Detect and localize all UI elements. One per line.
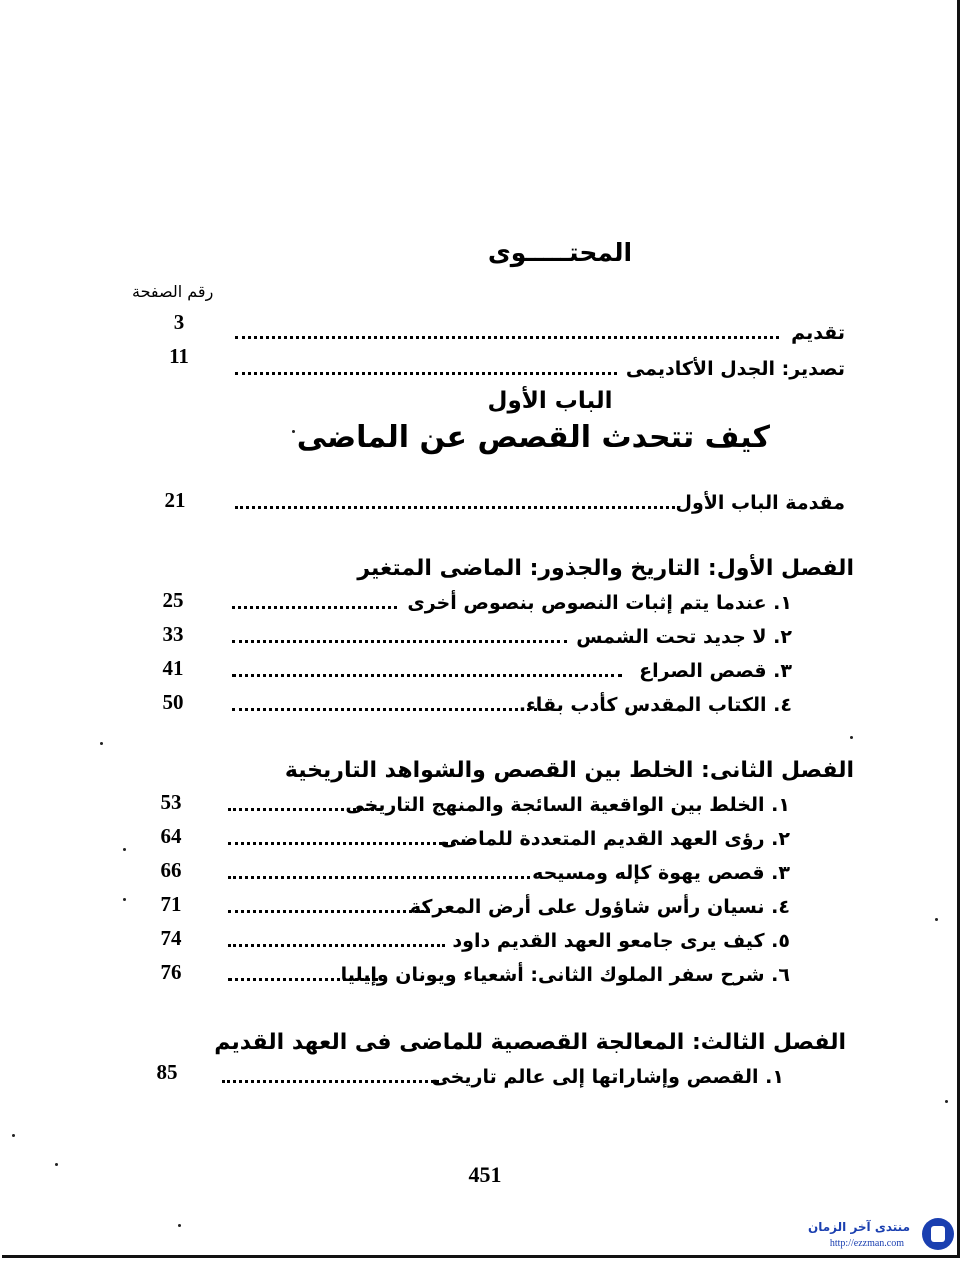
scan-speck: [935, 918, 938, 921]
entry-label: ٢. رؤى العهد القديم المتعددة للماضى: [440, 828, 790, 850]
entry-page: 71: [160, 892, 182, 916]
chapter-title: الفصل الأول: التاريخ والجذور: الماضى المتغير: [357, 556, 854, 581]
toc-entry[interactable]: [228, 964, 790, 998]
scan-speck: [292, 430, 295, 433]
leader-dots: [228, 876, 530, 879]
entry-page: 85: [156, 1060, 178, 1084]
entry-page: 76: [160, 960, 182, 984]
watermark-name: منتدى آخر الزمان: [808, 1220, 910, 1234]
toc-entry[interactable]: [228, 930, 790, 964]
scan-speck: [123, 898, 126, 901]
entry-label: ٤. نسيان رأس شاؤول على أرض المعركة: [409, 896, 790, 918]
leader-dots: [235, 336, 779, 339]
entry-page: 53: [160, 790, 182, 814]
entry-label: ١. الخلط بين الواقعية السائجة والمنهج التاريخى: [345, 794, 790, 816]
entry-page: 25: [162, 588, 184, 612]
toc-title: المحتـــــوى: [487, 238, 633, 267]
leader-dots: [228, 910, 430, 913]
entry-label: تصدير: الجدل الأكاديمى: [625, 358, 845, 380]
scan-speck: [945, 1100, 948, 1103]
scan-speck: [850, 736, 853, 739]
scan-speck: [55, 1163, 58, 1166]
chapter-title: الفصل الثانى: الخلط بين القصص والشواهد التاريخية: [284, 758, 854, 783]
entry-page: 3: [173, 310, 185, 334]
entry-page: 50: [162, 690, 184, 714]
page-number: 451: [468, 1162, 502, 1187]
entry-label: ١. القصص وإشاراتها إلى عالم تاريخى: [431, 1066, 784, 1088]
entry-label: تقديم: [791, 322, 845, 344]
leader-dots: [232, 708, 537, 711]
scan-speck: [123, 848, 126, 851]
entry-page: 64: [160, 824, 182, 848]
forum-logo-icon: [922, 1218, 954, 1250]
page-column-header: رقم الصفحة: [132, 282, 214, 301]
leader-dots: [228, 944, 445, 947]
entry-label: ٦. شرح سفر الملوك الثانى: أشعياء ويونان وإيليا: [340, 964, 790, 986]
entry-page: 74: [160, 926, 182, 950]
scan-speck: [100, 742, 103, 745]
entry-label: ٣. قصص يهوة كإله ومسيحه: [532, 862, 790, 884]
toc-entry[interactable]: [232, 592, 792, 626]
entry-label: ٣. قصص الصراع: [639, 660, 792, 682]
entry-label: ١. عندما يتم إثبات النصوص بنصوص أخرى: [407, 592, 792, 614]
entry-label: مقدمة الباب الأول: [675, 492, 845, 514]
part-label: الباب الأول: [487, 388, 613, 414]
toc-entry[interactable]: [228, 828, 790, 862]
leader-dots: [232, 640, 567, 643]
site-watermark[interactable]: [770, 1216, 960, 1256]
entry-page: 66: [160, 858, 182, 882]
leader-dots: [222, 1080, 439, 1083]
toc-entry[interactable]: [222, 1066, 784, 1100]
toc-entry[interactable]: [232, 694, 792, 728]
entry-page: 33: [162, 622, 184, 646]
toc-entry[interactable]: [228, 862, 790, 896]
toc-entry[interactable]: [232, 660, 792, 694]
watermark-url[interactable]: http://ezzman.com: [829, 1238, 904, 1249]
leader-dots: [232, 674, 622, 677]
entry-page: 21: [164, 488, 186, 512]
toc-entry[interactable]: [228, 794, 790, 828]
toc-entry[interactable]: [228, 896, 790, 930]
leader-dots: [235, 372, 617, 375]
entry-page: 11: [169, 344, 189, 368]
toc-entry[interactable]: [232, 626, 792, 660]
entry-label: ٢. لا جديد تحت الشمس: [576, 626, 792, 648]
scan-speck: [178, 1224, 181, 1227]
entry-label: ٤. الكتاب المقدس كأدب بقاء.: [518, 694, 792, 716]
scan-speck: [12, 1134, 15, 1137]
leader-dots: [235, 506, 680, 509]
toc-entry[interactable]: [235, 322, 845, 356]
entry-label: ٥. كيف يرى جامعو العهد القديم داود: [452, 930, 790, 952]
leader-dots: [232, 606, 397, 609]
toc-entry[interactable]: [235, 492, 845, 526]
part-title: كيف تتحدث القصص عن الماضى: [296, 420, 770, 455]
toc-entry[interactable]: [235, 358, 845, 392]
leader-dots: [228, 842, 472, 845]
entry-page: 41: [162, 656, 184, 680]
chapter-title: الفصل الثالث: المعالجة القصصية للماضى فى العهد القديم: [214, 1030, 846, 1055]
